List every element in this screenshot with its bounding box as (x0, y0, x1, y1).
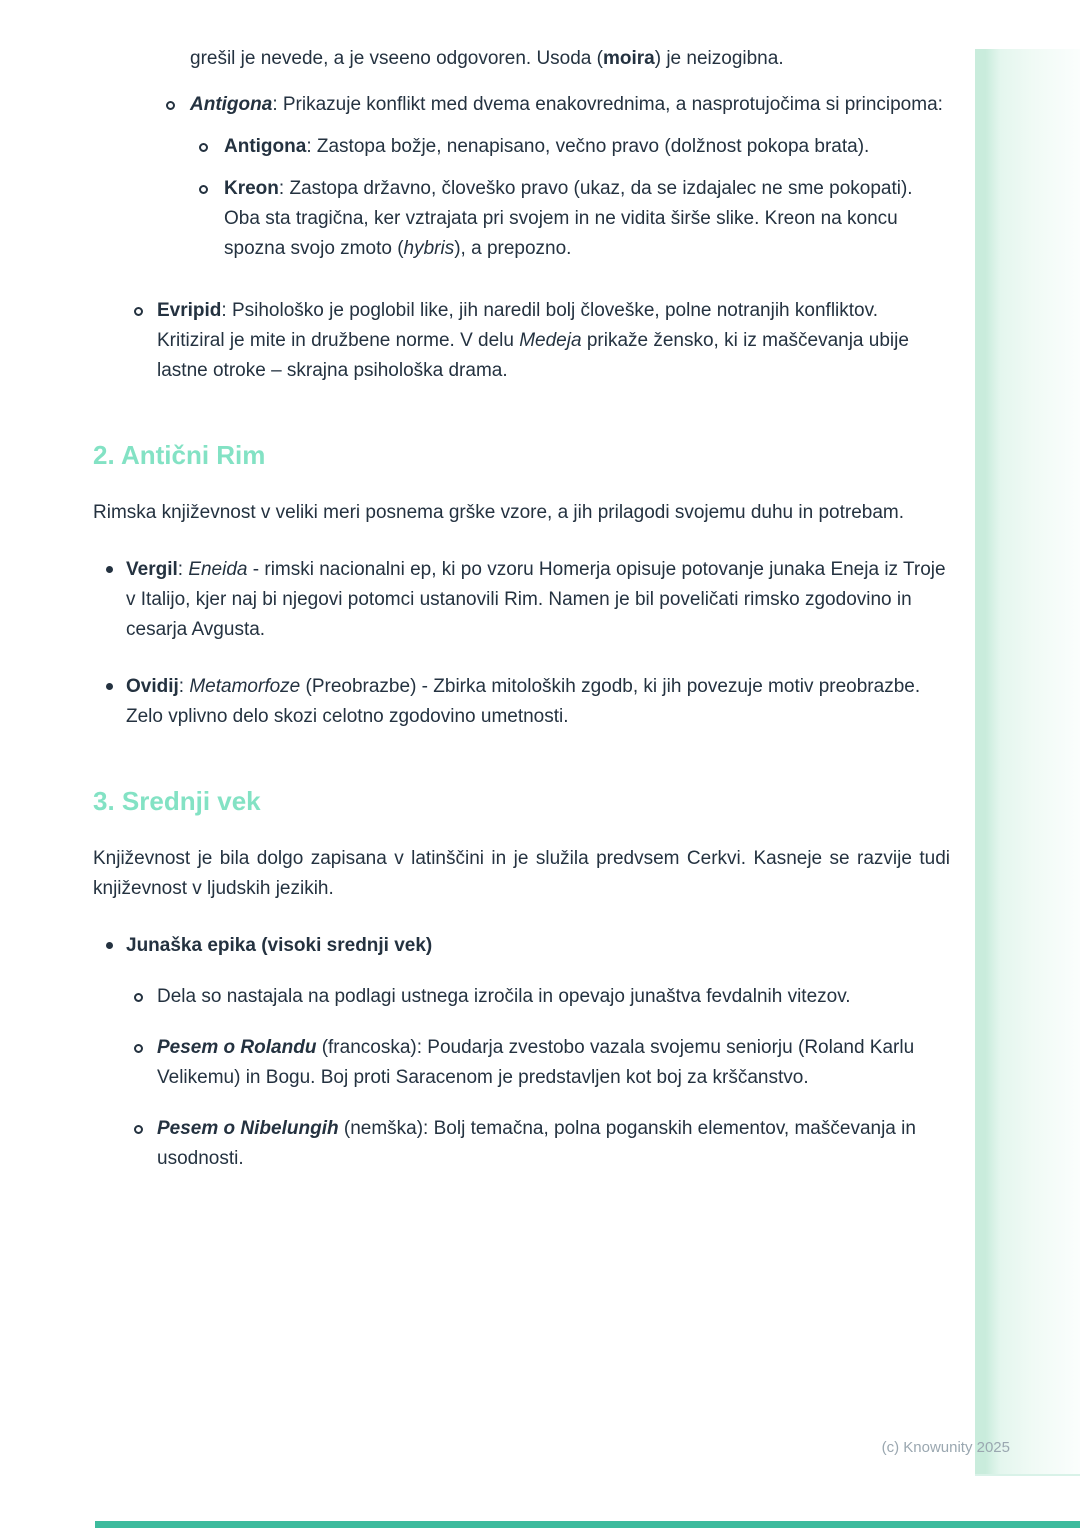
list-item-text (224, 178, 913, 259)
list-item-text (126, 676, 920, 727)
text-segment: Rimska književnost v veliki meri posnema grške vzore, a jih prilagodi svojemu duhu in potrebam. (93, 502, 905, 523)
bullet-disc-icon (106, 942, 113, 949)
text-segment: : (177, 559, 189, 580)
list-item (93, 296, 950, 386)
emphasized-text: Kreon (224, 178, 279, 199)
list-item (93, 174, 950, 264)
text-segment: : Prikazuje konflikt med dvema enakovrednima, a nasprotujočima si principoma: (272, 94, 943, 115)
text-segment: : (178, 676, 190, 697)
emphasized-text: Vergil (126, 559, 178, 580)
emphasized-text: Eneida (188, 559, 248, 580)
text-segment: (Preobrazbe) - Zbirka mitoloških zgodb, ki jih povezuje motiv preobrazbe. Zelo vplivno delo skozi celotno zgodovino umetnosti. (126, 676, 921, 727)
text-segment: prikaže žensko, ki iz maščevanja ubije lastne otroke – skrajna psihološka drama. (157, 330, 909, 381)
bullet-circle-icon (134, 307, 143, 316)
emphasized-text: Evripid (157, 300, 222, 321)
text-segment: Dela so nastajala na podlagi ustnega izročila in opevajo junaštva fevdalnih vitezov. (157, 986, 851, 1007)
list-item-text (190, 94, 943, 115)
list-item (93, 555, 950, 645)
bullet-disc-icon (106, 566, 113, 573)
emphasized-text: Metamorfoze (189, 676, 301, 697)
bullet-disc-icon (106, 683, 113, 690)
emphasized-text: Pesem o Nibelungih (157, 1118, 339, 1139)
emphasized-text: hybris (403, 238, 455, 259)
paragraph (93, 498, 950, 528)
list-item (93, 931, 950, 961)
list-item-text (126, 559, 946, 640)
emphasized-text: Ovidij (126, 676, 179, 697)
list-item (93, 1033, 950, 1093)
bullet-circle-icon (134, 993, 143, 1002)
list-item-text (224, 136, 869, 157)
emphasized-text: Pesem o Rolandu (157, 1037, 317, 1058)
section-heading: 2. Antični Rim (93, 440, 266, 470)
text-segment: (nemška): Bolj temačna, polna poganskih elementov, maščevanja in usodnosti. (157, 1118, 916, 1169)
list-item (93, 90, 950, 120)
list-item (93, 982, 950, 1012)
text-segment: (francoska): Poudarja zvestobo vazala svojemu seniorju (Roland Karlu Velikemu) in Bogu. Boj proti Saracenom je predstavljen kot boj za krščanstvo. (157, 1037, 915, 1088)
emphasized-text: moira (602, 48, 655, 69)
bullet-circle-icon (166, 101, 175, 110)
bottom-accent-bar (95, 1521, 1080, 1528)
text-segment: : Psihološko je poglobil like, jih naredil bolj človeške, polne notranjih konfliktov. Kritiziral je mite in družbene norme. V delu (157, 300, 878, 351)
paragraph (93, 844, 950, 904)
list-item (93, 672, 950, 732)
bullet-circle-icon (134, 1125, 143, 1134)
list-item (93, 1114, 950, 1174)
text-segment: Književnost je bila dolgo zapisana v latinščini in je služila predvsem Cerkvi. Kasneje se razvije tudi književnost v ljudskih jezikih. (93, 848, 950, 899)
list-item-text (157, 986, 851, 1007)
right-accent-stripe (975, 49, 1080, 1476)
list-item-text (157, 1037, 914, 1088)
text-segment: : Zastopa božje, nenapisano, večno pravo (dolžnost pokopa brata). (306, 136, 870, 157)
document-content (93, 44, 950, 1174)
continuation-text (93, 44, 950, 74)
list-item-text (157, 300, 909, 381)
text-segment: grešil je nevede, a je vseeno odgovoren. Usoda ( (190, 48, 603, 69)
text-segment: ) je neizogibna. (654, 48, 784, 69)
bullet-circle-icon (199, 185, 208, 194)
section-heading: 3. Srednji vek (93, 786, 261, 816)
list-item-text (126, 935, 432, 956)
emphasized-text: Junaška epika (visoki srednji vek) (126, 935, 433, 956)
list-item-text (190, 48, 784, 69)
list-item-text (157, 1118, 916, 1169)
emphasized-text: Antigona (224, 136, 307, 157)
text-segment: ), a prepozno. (454, 238, 572, 259)
emphasized-text: Antigona (190, 94, 273, 115)
emphasized-text: Medeja (519, 330, 582, 351)
bullet-circle-icon (199, 143, 208, 152)
bullet-circle-icon (134, 1044, 143, 1053)
list-item (93, 132, 950, 162)
text-segment: : Zastopa državno, človeško pravo (ukaz, da se izdajalec ne sme pokopati). Oba sta tragična, ker vztrajata pri svojem in ne vidita širše slike. Kreon na koncu spozna svojo zmoto ( (224, 178, 913, 259)
text-segment: - rimski nacionalni ep, ki po vzoru Homerja opisuje potovanje junaka Eneja iz Troje v Italijo, kjer naj bi njegovi potomci ustanovili Rim. Namen je bil poveličati rimsko zgodovino in cesarja Avgusta. (126, 559, 946, 640)
copyright-notice: (c) Knowunity 2025 (881, 1439, 1010, 1456)
